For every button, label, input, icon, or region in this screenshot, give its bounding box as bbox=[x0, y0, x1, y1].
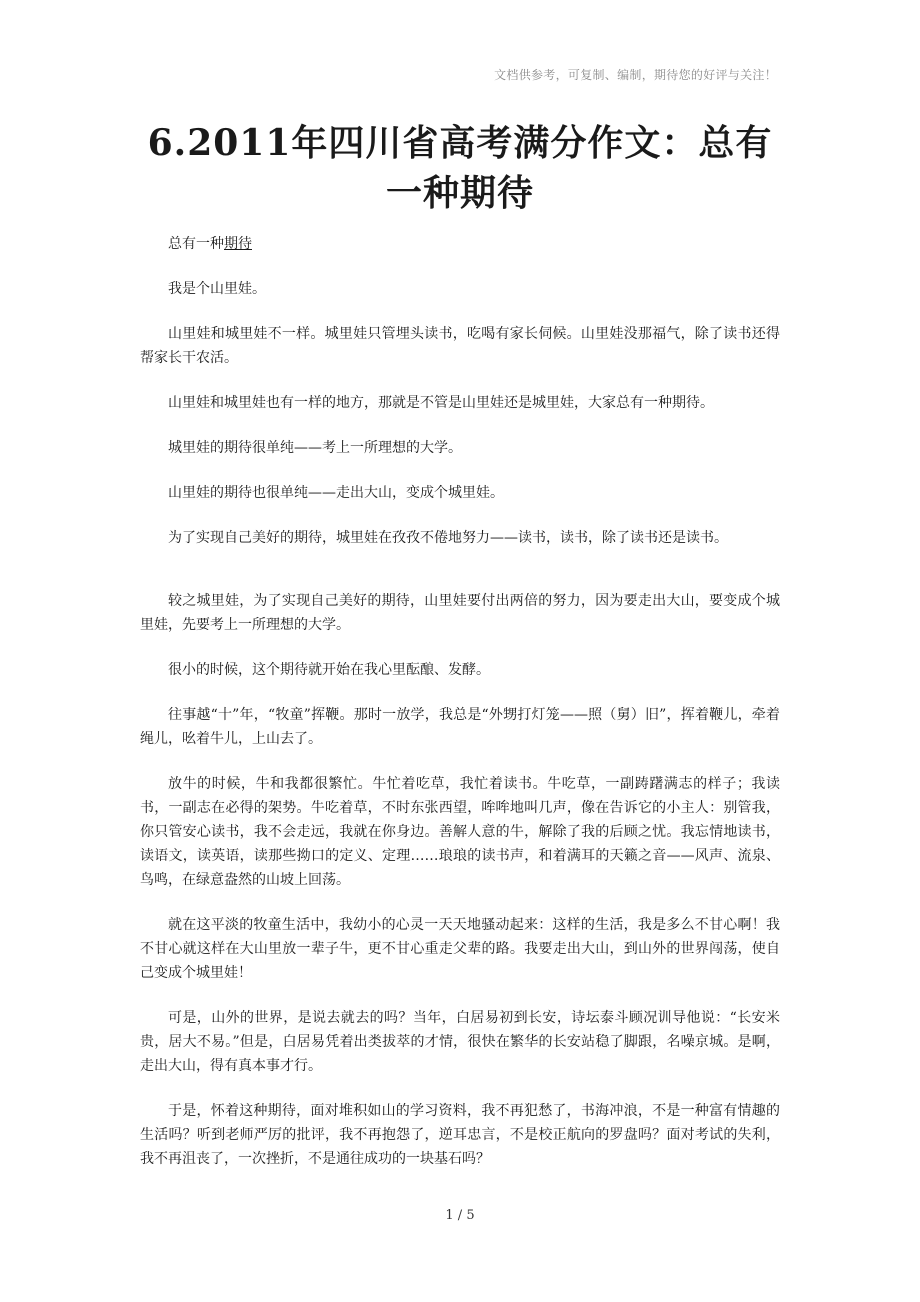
paragraph: 较之城里娃，为了实现自己美好的期待，山里娃要付出两倍的努力，因为要走出大山，要变成个城里娃，先要考上一所理想的大学。 bbox=[140, 593, 780, 633]
paragraph: 于是，怀着这种期待，面对堆积如山的学习资料，我不再犯愁了，书海冲浪，不是一种富有情趣的生活吗？听到老师严厉的批评，我不再抱怨了，逆耳忠言，不是校正航向的罗盘吗？面对考试的失利，我不再沮丧了，一次挫折，不是通往成功的一块基石吗？ bbox=[140, 1103, 780, 1167]
paragraph: 往事越“十”年，“牧童”挥鞭。那时一放学，我总是“外甥打灯笼——照（舅）旧”，挥着鞭儿，牵着绳儿，吆着牛儿，上山去了。 bbox=[140, 707, 780, 747]
subtitle-link[interactable]: 期待 bbox=[224, 236, 252, 252]
essay-subtitle bbox=[140, 232, 780, 256]
paragraph: 就在这平淡的牧童生活中，我幼小的心灵一天天地骚动起来：这样的生活，我是多么不甘心啊！我不甘心就这样在大山里放一辈子牛，更不甘心重走父辈的路。我要走出大山，到山外的世界闯荡，使自己变成个城里娃！ bbox=[140, 917, 780, 981]
paragraph: 山里娃和城里娃不一样。城里娃只管埋头读书，吃喝有家长伺候。山里娃没那福气，除了读书还得帮家长干农活。 bbox=[140, 326, 780, 366]
paragraph: 我是个山里娃。 bbox=[168, 281, 266, 297]
document-title bbox=[120, 118, 800, 218]
paragraph: 山里娃的期待也很单纯——走出大山，变成个城里娃。 bbox=[168, 485, 504, 501]
page-indicator: 1 / 5 bbox=[445, 1208, 475, 1223]
paragraph: 城里娃的期待很单纯——考上一所理想的大学。 bbox=[168, 440, 462, 456]
paragraph: 可是，山外的世界，是说去就去的吗？当年，白居易初到长安，诗坛泰斗顾况训导他说：“长安米贵，居大不易。”但是，白居易凭着出类拔萃的才情，很快在繁华的长安站稳了脚跟，名噪京城。是啊，走出大山，得有真本事才行。 bbox=[140, 1010, 780, 1074]
title-line-2: 一种期待 bbox=[385, 172, 534, 214]
paragraph: 山里娃和城里娃也有一样的地方，那就是不管是山里娃还是城里娃，大家总有一种期待。 bbox=[168, 395, 714, 411]
subtitle-prefix: 总有一种 bbox=[168, 236, 224, 252]
paragraph: 放牛的时候，牛和我都很繁忙。牛忙着吃草，我忙着读书。牛吃草，一副踌躇满志的样子；我读书，一副志在必得的架势。牛吃着草，不时东张西望，哞哞地叫几声，像在告诉它的小主人：别管我，你只管安心读书，我不会走远，我就在你身边。善解人意的牛，解除了我的后顾之忧。我忘情地读书，读语文，读英语，读那些拗口的定义、定理……琅琅的读书声，和着满耳的天籁之音——风声、流泉、鸟鸣，在绿意盎然的山坡上回荡。 bbox=[140, 776, 780, 888]
paragraph: 很小的时候，这个期待就开始在我心里酝酿、发酵。 bbox=[168, 662, 490, 678]
paragraph: 为了实现自己美好的期待，城里娃在孜孜不倦地努力——读书，读书，除了读书还是读书。 bbox=[168, 530, 728, 546]
document-body bbox=[140, 232, 780, 1192]
header-note: 文档供参考，可复制、编制，期待您的好评与关注！ bbox=[494, 68, 777, 82]
title-line-1: 6.2011年四川省高考满分作文：总有 bbox=[147, 122, 773, 164]
